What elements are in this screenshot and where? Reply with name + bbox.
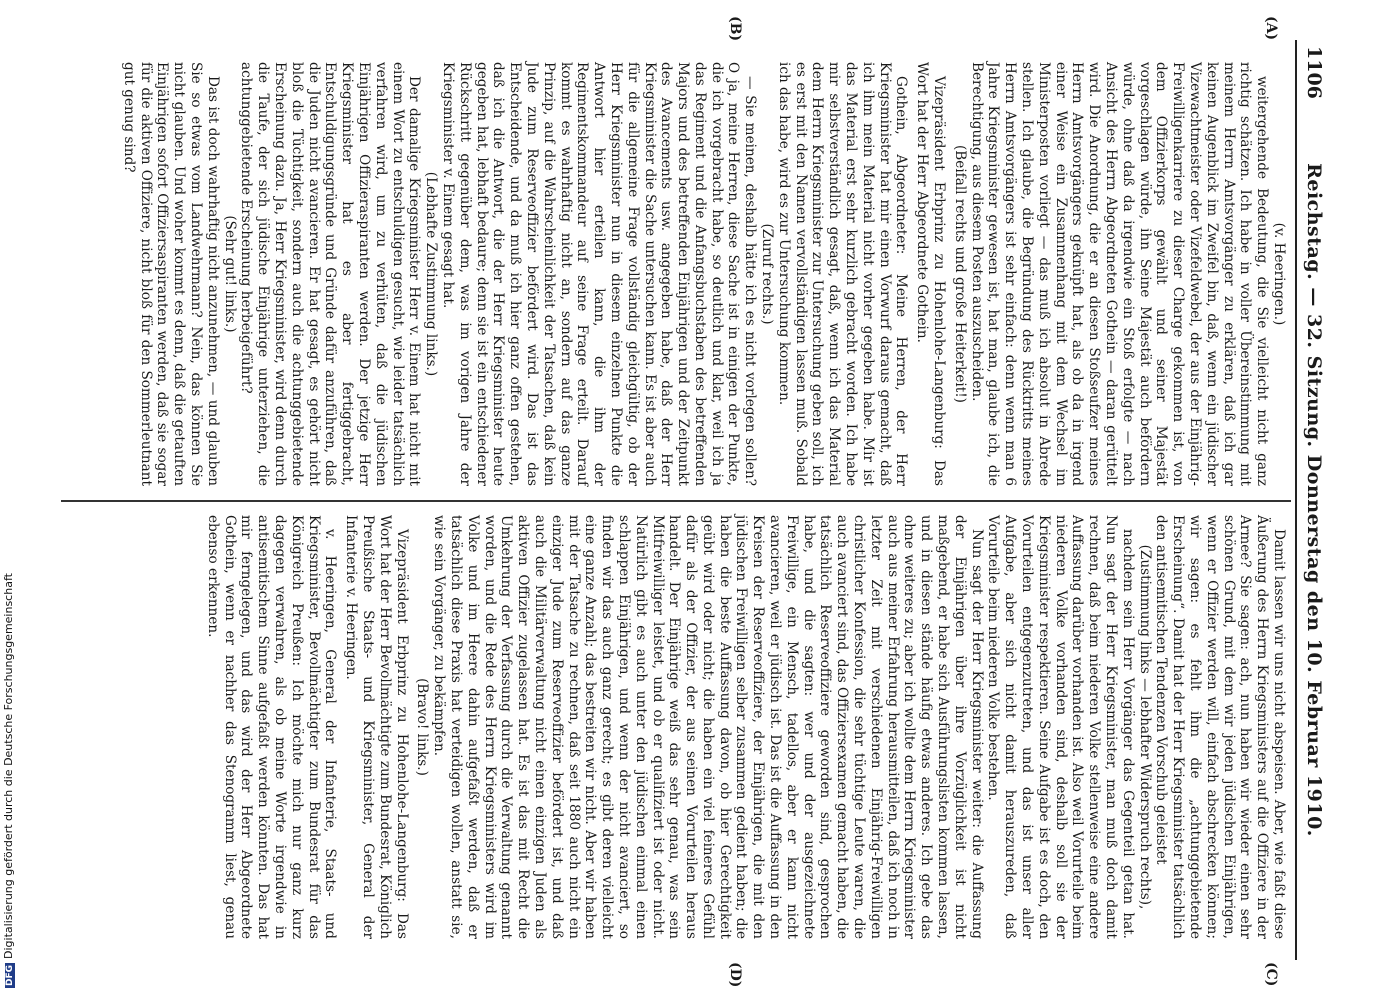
column-divider bbox=[61, 500, 1291, 502]
digitization-credit bbox=[2, 573, 18, 988]
reaction: (Zustimmung links — lebhafter Widerspruch rechts), bbox=[1136, 544, 1153, 910]
paragraph: v. Heeringen, General der Infanterie, Staats- und Kriegsminister, Bevollmächtigter zum Bundesrat für das Königreich Preußen: Ich möchte mich nur ganz kurz dagegen verwahren, als ob meine Worte irgendwie in antisemitischem Sinne aufgefaßt werden könnten. Das hat mir ferngelegen, und das wird der Herr Abgeordnete Gothein, wenn er nachher das Stenogramm liest, genau ebenso erkennen. bbox=[204, 515, 339, 939]
paragraph: weitergehende Bedeutung, die Sie vielleicht nicht ganz richtig schätzen. Ich habe in voller Übereinstimmung mit meinem Herrn Amtsvorgänger zu erklären, daß ich gar keinen Augenblick im Zweifel bin, daß, wenn ein jüdischer Vizewachtmeister oder Vizefeldwebel, der aus der Einjährig-Freiwilligenkarriere zu dieser Charge gekommen ist, von dem Offizierkorps gewählt und seiner Majestät vorgeschlagen würde, ihn Seine Majestät auch befördern würde, ohne daß da irgendwie ein Stoß erfolgte — nach Ansicht des Herrn Abgeordneten Gothein — daran gerüttelt wird. Die Anordnung, die er an diesen Stoßseufzer meines Herrn Amtsvorgängers geknüpft hat, als ob da in irgend einer Weise ein Zusammenhang mit dem Wechsel im Ministerposten vorliegt — das muß ich absolut in Abrede stellen. Ich glaube, die Begründung des Rücktritts meines Herrn Amtsvorgängers ist sehr einfach: denn wenn man 6 Jahre Kriegsminister gewesen ist, hat man, glaube ich, die Berechtigung, aus diesem Posten auszuscheiden. bbox=[968, 62, 1271, 486]
reaction: (Sehr gut! links.) bbox=[221, 215, 238, 333]
credit-text: Digitalisierung gefördert durch die Deutsche Forschungsgemeinschaft bbox=[2, 573, 15, 959]
reaction: (Lebhafte Zustimmung links.) bbox=[423, 171, 440, 377]
speaker-line: (v. Heeringen.) bbox=[1271, 222, 1287, 326]
reaction: (Beifall rechts und große Heiterkeit!) bbox=[951, 145, 968, 403]
paragraph: Vizepräsident Erbprinz zu Hohenlohe-Langenburg: Das Wort hat der Herr Abgeordnete Gothein. bbox=[914, 62, 948, 486]
page-number: 1106 bbox=[1303, 46, 1325, 99]
paragraph: Gothein, Abgeordneter: Meine Herren, der Herr Kriegsminister hat mir einen Vorwurf daraus gemacht, daß ich ihm mein Material nicht vorher gegeben habe. Mir ist das Material erst sehr kurzlich gebracht worden. Ich habe mir selbstverständlich gesagt, daß, wenn ich das Material dem Herrn Kriegsminister zur Untersuchung geben soll, ich es erst mit den Namen vervollständigen lassen muß. Sobald ich das habe, wird es zur Untersuchung kommen. bbox=[775, 62, 910, 486]
paragraph: — Sie meinen, deshalb hätte ich es nicht vorlegen sollen? O ja, meine Herren, diese Sache ist in einigen der Punkte, die ich vorgebracht habe, so deutlich und klar, weil ich ja das Regiment und die Anfangsbuchstaben des betreffenden Majors und des betreffenden Einjährigen und der Zeitpunkt des Avancements usw. angegeben habe, daß der Herr Kriegsminister die Sache untersuchen kann. Es ist aber auch für die allgemeine Frage vollständig gleichgültig, ob der Herr Kriegsminister nun in diesem einzelnen Punkte die Antwort hier erteilen kann, die ihm der Regimentskommandeur auf seine Frage erteilt. Darauf kommt es wahrhaftig nicht an, sondern auf das ganze Prinzip, auf die Wahrscheinlichkeit der Tatsachen, daß kein Jude zum Reserveoffizier befördert wird. Das ist das Entscheidende, und da muß ich hier ganz offen gestehen, daß ich die Antwort, die der Herr Kriegsminister heute gegeben hat, lebhaft bedaure; denn sie ist ein entschiedener Rückschritt gegenüber dem, was im vorigen Jahre der Kriegsminister v. Einem gesagt hat. bbox=[439, 62, 759, 486]
right-column bbox=[204, 515, 1287, 939]
running-title: Reichstag. — 32. Sitzung. Donnerstag den 10. Februar 1910. bbox=[1303, 163, 1325, 837]
reaction: (Zuruf rechts.) bbox=[759, 223, 776, 325]
margin-mark-c: (C) bbox=[1263, 962, 1279, 987]
margin-mark-d: (D) bbox=[727, 962, 743, 988]
reaction: (Bravo! links.) bbox=[414, 678, 431, 776]
left-column bbox=[120, 62, 1287, 486]
paragraph: Damit lassen wir uns nicht abspeisen. Aber, wie faßt diese Äußerung des Herrn Kriegsministers auf die Offiziere in der Armee? Sie sagen: ach, nun haben wir wieder einen sehr schönen Grund, mit dem wir jeden jüdischen Einjährigen, wenn er Offizier werden will, einfach abschrecken können; wir sagen: es fehlt ihm die „achtunggebietende Erscheinung“. Damit hat der Herr Kriegsminister tatsächlich den antisemitischen Tendenzen Vorschub geleistet bbox=[1153, 515, 1287, 939]
margin-mark-b: (B) bbox=[727, 16, 743, 42]
paragraph: Vizepräsident Erbprinz zu Hohenlohe-Langenburg: Das Wort hat der Herr Bevollmächtigte zum Bundesrat, Königlich Preußische Staats- und Kriegsminister, General der Infanterie v. Heeringen. bbox=[343, 515, 410, 939]
paragraph: Nun sagt der Herr Kriegsminister weiter: die Auffassung der Einjährigen über ihre Vorzüglichkeit ist nicht maßgebend, er habe sich Ausführungslisten kommen lassen, und in diesen stände häufig etwas anderes. Ich gebe das ohne weiteres zu; aber ich wollte dem Herrn Kriegsminister auch aus meiner Erfahrung herausmitteilen, daß ich noch in letzter Zeit mit verschiedenen Einjährig-Freiwilligen christlicher Konfession, die sehr tüchtige Leute waren, die auch avanciert sind, das Offiziersexamen gemacht haben, die tatsächlich Reserveoffiziere geworden sind, gesprochen habe, und die sagten: wer und der ausgezeichnete Freiwillige, ein Mensch, tadellos, aber er kann nicht avancieren, weil er jüdisch ist. Das ist die Auffassung in den Kreisen der Reserveoffiziere, der Einjährigen, die mit den jüdischen Freiwilligen selber zusammen gedient haben; die haben die beste Auffassung davon, ob hier Gerechtigkeit geübt wird oder nicht; die haben ein viel feineres Gefühl dafür als der Offizier, der aus seinen Vorurteilen heraus handelt. Der Einjährige weiß das sehr genau, was sein Mitfreiwilliger leistet, und ob er qualifiziert ist oder nicht. Natürlich gibt es auch unter den jüdischen einmal einen schlappen Einjährigen, und wenn der nicht avanciert, so finden wir das auch ganz gerecht; es gibt deren vielleicht eine ganze Anzahl; das bestreiten wir nicht. Aber wir haben mit der Tatsache zu rechnen, daß seit 1880 auch nicht ein einziger Jude zum Reserveoffizier befördert ist, und daß auch die Militärverwaltung nicht einen einzigen Juden als aktiven Offizier zugelassen hat. Es ist das mit Recht die Umkehrung der Verfassung durch die Verwaltung genannt worden, und die Rede des Herrn Kriegsministers wird im Volke und im Heere dahin aufgefaßt werden, daß er tatsächlich diese Praxis hat verteidigen wollen, anstatt sie, wie sein Vorgänger, zu bekämpfen. bbox=[431, 515, 985, 940]
dfg-logo: DFG bbox=[5, 964, 15, 986]
paragraph: Der damalige Kriegsminister Herr v. Einem hat nicht mit einem Wort zu entschuldigen gesucht, wie leider tatsächlich verfahren wird, um zu verhüten, daß die jüdischen Einjährigen Offizieraspiranten werden. Der jetzige Herr Kriegsminister hat es aber fertiggebracht, Entschuldigungsgründe und Gründe dafür anzuführen, daß die Juden nicht avancieren. Er hat gesagt, es gehört nicht bloß die Tüchtigkeit, sondern auch die achtunggebietende Erscheinung dazu. Ja, Herr Kriegsminister, wird denn durch die Taufe, der sich jüdische Einjährige unterziehen, die achtunggebietende Erscheinung herbeigeführt? bbox=[238, 62, 423, 486]
margin-mark-a: (A) bbox=[1263, 16, 1279, 41]
paragraph: Das ist doch wahrhaftig nicht anzunehmen, — und glauben Sie so etwas vom Landwehrmann? Nein, das können Sie nicht glauben. Und woher kommt es denn, daß die getauften Einjährigen sofort Offiziersaspiranten werden, daß sie sogar für die aktiven Offiziere, nicht bloß für den Sommerleutnant gut genug sind? bbox=[120, 62, 221, 486]
paragraph: nachdem sein Herr Vorgänger das Gegenteil getan hat. Nun sagt der Herr Kriegsminister, man muß doch damit rechnen, daß beim niederen Volke stellenweise eine andere Auffassung darüber vorhanden ist. Also weil Vorurteile beim niederen Volke vorhanden sind, deshalb soll sie der Kriegsminister respektieren. Seine Aufgabe ist es doch, den Vorurteilen entgegenzutreten, und das ist unser aller Aufgabe, aber sich nicht damit herauszureden, daß Vorurteile beim niederen Volke bestehen. bbox=[985, 515, 1136, 939]
page-header bbox=[1295, 40, 1327, 960]
